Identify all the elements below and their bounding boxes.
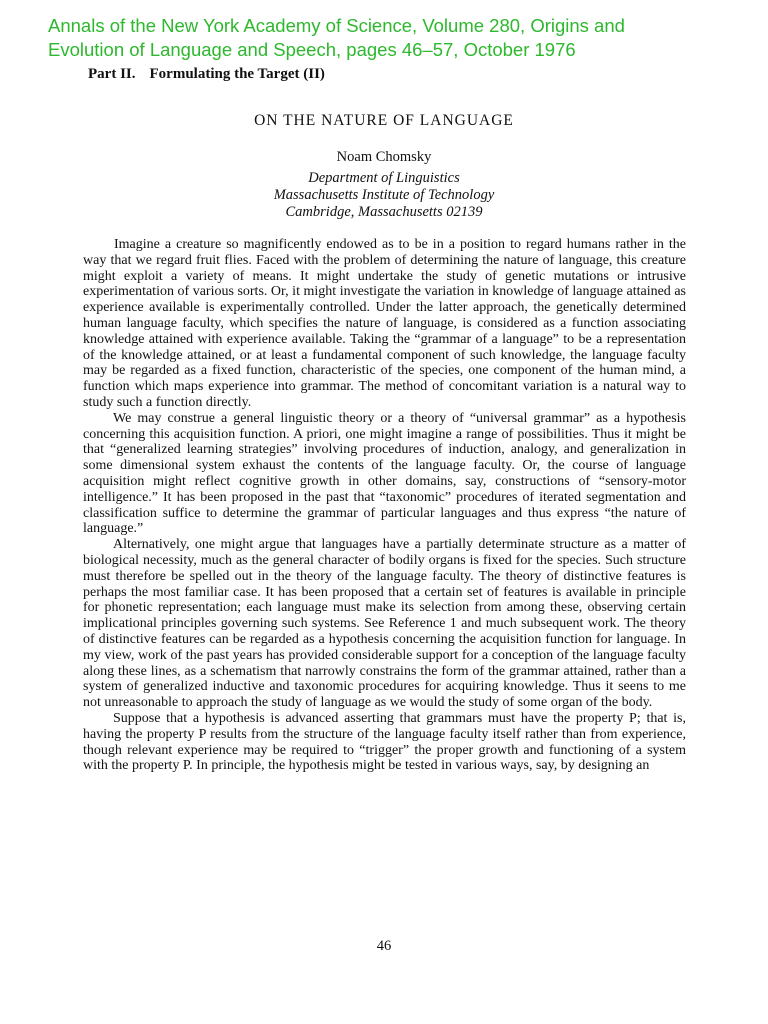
citation-line-1: Annals of the New York Academy of Science, Volume 280, Origins and: [48, 15, 625, 36]
citation-header: [48, 14, 748, 62]
author-name: Noam Chomsky: [336, 149, 432, 165]
part-heading: [88, 66, 325, 83]
affiliation: [0, 170, 768, 221]
paragraph: Imagine a creature so magnificently endowed as to be in a position to regard humans rather in the way that we regard fruit flies. Faced with the problem of determining the nature of language, this creature might exploit a variety of means. It might undertake the study of genetic mutations or intrusive experimentation of various sorts. Or, it might investigate the variation in knowledge of language attained as experience available is experimentally controlled. Under the latter approach, the genetically determined human language faculty, which specifies the nature of language, is considered as a function associating knowledge attained with experience available. Taking the “grammar of a language” to be a representation of the knowledge attained, or at least a fundamental component of such knowledge, the language faculty may be regarded as a fixed function, characteristic of the species, one component of the human mind, a function which maps experience into grammar. The method of concomitant variation is a natural way to study such a function directly.: [83, 237, 686, 410]
paragraph: Alternatively, one might argue that languages have a partially determinate structure as a matter of biological necessity, much as the general character of bodily organs is fixed for the species. Such structure must therefore be spelled out in the theory of the language faculty. The theory of distinctive features is perhaps the most familiar case. It has been proposed that a certain set of features is available in principle for phonetic representation; each language must make its selection from among these, observing certain implicational principles governing such systems. See Reference 1 and much subsequent work. The theory of distinctive features can be regarded as a hypothesis concerning the acquisition function for language. In my view, work of the past years has provided considerable support for a conception of the language faculty along these lines, as a schematism that narrowly constrains the form of the grammar attained, rather than a system of generalized inductive and taxonomic procedures for acquiring knowledge. Thus it seens to me not unreasonable to approach the study of language as we would the study of some organ of the body.: [83, 537, 686, 711]
paragraph: Suppose that a hypothesis is advanced asserting that grammars must have the property P; that is, having the property P results from the structure of the language faculty itself rather than from experience, though relevant experience may be required to “trigger” the proper growth and functioning of a system with the property P. In principle, the hypothesis might be tested in various ways, say, by designing an: [83, 710, 686, 774]
page-number: 46: [376, 938, 392, 954]
affiliation-location: Cambridge, Massachusetts 02139: [285, 204, 483, 220]
paragraph: We may construe a general linguistic theory or a theory of “universal grammar” as a hypothesis concerning this acquisition function. A priori, one might imagine a range of possibilities. Thus it might be that “generalized learning strategies” involving procedures of induction, analogy, and generalization in some dimensional system exhaust the contents of the language faculty. Or, the course of language acquisition might reflect cognitive growth in other domains, say, constructions of “sensory-motor intelligence.” It has been proposed in the past that “taxonomic” procedures of iterated segmentation and classification suffice to determine the grammar of particular languages and thus express “the nature of language.”: [83, 410, 686, 537]
citation-line-2: Evolution of Language and Speech, pages 46–57, October 1976: [48, 39, 576, 60]
part-label: Part II.: [88, 66, 136, 82]
article-body: [83, 237, 686, 774]
article-title: ON THE NATURE OF LANGUAGE: [254, 112, 514, 129]
affiliation-department: Department of Linguistics: [308, 170, 460, 186]
affiliation-institution: Massachusetts Institute of Technology: [273, 187, 495, 203]
part-title: Formulating the Target (II): [149, 66, 325, 82]
